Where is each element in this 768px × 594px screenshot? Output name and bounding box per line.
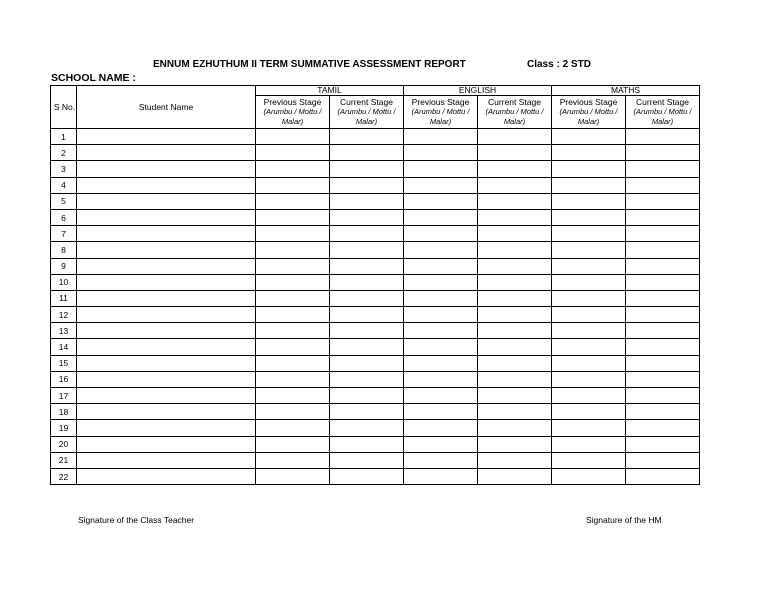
maths-current-stage-cell[interactable] <box>626 436 700 452</box>
maths-current-stage-cell[interactable] <box>626 161 700 177</box>
tamil-previous-stage-cell[interactable] <box>256 129 330 145</box>
tamil-previous-stage-cell[interactable] <box>256 193 330 209</box>
english-previous-stage-cell[interactable] <box>404 145 478 161</box>
stage-options: (Arumbu / Mottu / Malar) <box>559 107 618 126</box>
english-previous-stage-cell[interactable] <box>404 226 478 242</box>
sno-header: S No. <box>51 86 77 129</box>
serial-number-cell: 14 <box>51 339 77 355</box>
table-row <box>51 339 700 355</box>
tamil-current-stage-header <box>330 96 404 129</box>
serial-number-cell: 18 <box>51 404 77 420</box>
maths-previous-stage-cell[interactable] <box>552 274 626 290</box>
serial-number-cell: 20 <box>51 436 77 452</box>
english-current-stage-header <box>478 96 552 129</box>
maths-previous-stage-cell[interactable] <box>552 307 626 323</box>
table-row <box>51 388 700 404</box>
tamil-current-stage-cell[interactable] <box>330 307 404 323</box>
english-current-stage-cell[interactable] <box>478 193 552 209</box>
student-name-cell[interactable] <box>77 388 256 404</box>
english-current-stage-cell[interactable] <box>478 129 552 145</box>
tamil-current-stage-cell[interactable] <box>330 468 404 484</box>
english-previous-stage-cell[interactable] <box>404 371 478 387</box>
maths-previous-stage-cell[interactable] <box>552 420 626 436</box>
tamil-current-stage-cell[interactable] <box>330 436 404 452</box>
tamil-current-stage-cell[interactable] <box>330 274 404 290</box>
student-name-cell[interactable] <box>77 193 256 209</box>
table-row <box>51 436 700 452</box>
english-previous-stage-cell[interactable] <box>404 209 478 225</box>
subject-header-english: ENGLISH <box>404 86 552 96</box>
maths-previous-stage-cell[interactable] <box>552 452 626 468</box>
serial-number-cell: 19 <box>51 420 77 436</box>
tamil-previous-stage-cell[interactable] <box>256 258 330 274</box>
table-row <box>51 404 700 420</box>
english-previous-stage-cell[interactable] <box>404 388 478 404</box>
student-name-cell[interactable] <box>77 420 256 436</box>
maths-current-stage-cell[interactable] <box>626 420 700 436</box>
maths-current-stage-cell[interactable] <box>626 388 700 404</box>
english-current-stage-cell[interactable] <box>478 209 552 225</box>
english-previous-stage-cell[interactable] <box>404 323 478 339</box>
stage-options: (Arumbu / Mottu / Malar) <box>485 107 544 126</box>
maths-previous-stage-cell[interactable] <box>552 404 626 420</box>
student-name-cell[interactable] <box>77 339 256 355</box>
table-row <box>51 177 700 193</box>
stage-title: Current Stage <box>340 97 393 107</box>
subject-header-maths: MATHS <box>552 86 700 96</box>
tamil-current-stage-cell[interactable] <box>330 420 404 436</box>
tamil-previous-stage-cell[interactable] <box>256 177 330 193</box>
maths-current-stage-cell[interactable] <box>626 404 700 420</box>
maths-previous-stage-cell[interactable] <box>552 290 626 306</box>
tamil-current-stage-cell[interactable] <box>330 339 404 355</box>
stage-title: Previous Stage <box>263 97 322 107</box>
english-current-stage-cell[interactable] <box>478 226 552 242</box>
serial-number-cell: 16 <box>51 371 77 387</box>
tamil-current-stage-cell[interactable] <box>330 323 404 339</box>
maths-current-stage-cell[interactable] <box>626 323 700 339</box>
maths-current-stage-cell[interactable] <box>626 177 700 193</box>
tamil-current-stage-cell[interactable] <box>330 226 404 242</box>
student-name-cell[interactable] <box>77 290 256 306</box>
maths-previous-stage-cell[interactable] <box>552 323 626 339</box>
serial-number-cell: 11 <box>51 290 77 306</box>
english-current-stage-cell[interactable] <box>478 452 552 468</box>
english-previous-stage-cell[interactable] <box>404 468 478 484</box>
stage-title: Current Stage <box>636 97 689 107</box>
table-row <box>51 193 700 209</box>
table-row <box>51 242 700 258</box>
student-name-cell[interactable] <box>77 323 256 339</box>
tamil-previous-stage-cell[interactable] <box>256 339 330 355</box>
student-name-cell[interactable] <box>77 307 256 323</box>
maths-current-stage-cell[interactable] <box>626 355 700 371</box>
english-previous-stage-cell[interactable] <box>404 404 478 420</box>
student-name-cell[interactable] <box>77 436 256 452</box>
student-name-header: Student Name <box>77 86 256 129</box>
maths-current-stage-header <box>626 96 700 129</box>
tamil-previous-stage-header <box>256 96 330 129</box>
maths-current-stage-cell[interactable] <box>626 145 700 161</box>
english-current-stage-cell[interactable] <box>478 290 552 306</box>
tamil-previous-stage-cell[interactable] <box>256 209 330 225</box>
student-name-cell[interactable] <box>77 161 256 177</box>
maths-current-stage-cell[interactable] <box>626 274 700 290</box>
maths-current-stage-cell[interactable] <box>626 290 700 306</box>
tamil-previous-stage-cell[interactable] <box>256 420 330 436</box>
serial-number-cell: 7 <box>51 226 77 242</box>
table-row <box>51 468 700 484</box>
hm-signature-label: Signature of the HM <box>586 515 662 525</box>
tamil-previous-stage-cell[interactable] <box>256 161 330 177</box>
english-previous-stage-cell[interactable] <box>404 242 478 258</box>
english-current-stage-cell[interactable] <box>478 274 552 290</box>
table-row <box>51 307 700 323</box>
subject-header-tamil: TAMIL <box>256 86 404 96</box>
table-row <box>51 226 700 242</box>
school-name-label: SCHOOL NAME : <box>51 72 136 84</box>
maths-current-stage-cell[interactable] <box>626 371 700 387</box>
english-current-stage-cell[interactable] <box>478 420 552 436</box>
maths-current-stage-cell[interactable] <box>626 242 700 258</box>
student-name-cell[interactable] <box>77 258 256 274</box>
english-current-stage-cell[interactable] <box>478 468 552 484</box>
maths-previous-stage-cell[interactable] <box>552 145 626 161</box>
english-current-stage-cell[interactable] <box>478 307 552 323</box>
tamil-current-stage-cell[interactable] <box>330 355 404 371</box>
serial-number-cell: 3 <box>51 161 77 177</box>
maths-previous-stage-cell[interactable] <box>552 129 626 145</box>
table-row <box>51 161 700 177</box>
english-previous-stage-cell[interactable] <box>404 193 478 209</box>
english-previous-stage-header <box>404 96 478 129</box>
serial-number-cell: 4 <box>51 177 77 193</box>
serial-number-cell: 17 <box>51 388 77 404</box>
table-row <box>51 258 700 274</box>
maths-previous-stage-cell[interactable] <box>552 242 626 258</box>
tamil-previous-stage-cell[interactable] <box>256 404 330 420</box>
student-name-cell[interactable] <box>77 226 256 242</box>
maths-current-stage-cell[interactable] <box>626 193 700 209</box>
tamil-previous-stage-cell[interactable] <box>256 307 330 323</box>
student-name-cell[interactable] <box>77 468 256 484</box>
tamil-previous-stage-cell[interactable] <box>256 371 330 387</box>
maths-previous-stage-cell[interactable] <box>552 193 626 209</box>
serial-number-cell: 5 <box>51 193 77 209</box>
table-row <box>51 290 700 306</box>
tamil-previous-stage-cell[interactable] <box>256 274 330 290</box>
english-previous-stage-cell[interactable] <box>404 420 478 436</box>
tamil-previous-stage-cell[interactable] <box>256 242 330 258</box>
serial-number-cell: 2 <box>51 145 77 161</box>
stage-title: Previous Stage <box>411 97 470 107</box>
maths-previous-stage-cell[interactable] <box>552 436 626 452</box>
class-teacher-signature-label: Signature of the Class Teacher <box>78 515 195 525</box>
tamil-previous-stage-cell[interactable] <box>256 145 330 161</box>
tamil-previous-stage-cell[interactable] <box>256 468 330 484</box>
tamil-current-stage-cell[interactable] <box>330 371 404 387</box>
maths-previous-stage-cell[interactable] <box>552 209 626 225</box>
english-previous-stage-cell[interactable] <box>404 307 478 323</box>
class-label: Class : 2 STD <box>527 59 591 70</box>
maths-previous-stage-header <box>552 96 626 129</box>
report-title: ENNUM EZHUTHUM II TERM SUMMATIVE ASSESSMENT REPORT <box>153 59 466 70</box>
english-previous-stage-cell[interactable] <box>404 290 478 306</box>
english-current-stage-cell[interactable] <box>478 388 552 404</box>
maths-previous-stage-cell[interactable] <box>552 161 626 177</box>
student-name-cell[interactable] <box>77 355 256 371</box>
maths-previous-stage-cell[interactable] <box>552 355 626 371</box>
serial-number-cell: 22 <box>51 468 77 484</box>
student-name-cell[interactable] <box>77 129 256 145</box>
maths-previous-stage-cell[interactable] <box>552 468 626 484</box>
serial-number-cell: 10 <box>51 274 77 290</box>
english-previous-stage-cell[interactable] <box>404 161 478 177</box>
student-name-cell[interactable] <box>77 371 256 387</box>
tamil-current-stage-cell[interactable] <box>330 193 404 209</box>
maths-previous-stage-cell[interactable] <box>552 226 626 242</box>
maths-previous-stage-cell[interactable] <box>552 339 626 355</box>
table-row <box>51 129 700 145</box>
maths-current-stage-cell[interactable] <box>626 339 700 355</box>
english-current-stage-cell[interactable] <box>478 355 552 371</box>
serial-number-cell: 6 <box>51 209 77 225</box>
maths-current-stage-cell[interactable] <box>626 209 700 225</box>
student-name-cell[interactable] <box>77 452 256 468</box>
serial-number-cell: 21 <box>51 452 77 468</box>
table-row <box>51 145 700 161</box>
tamil-previous-stage-cell[interactable] <box>256 388 330 404</box>
tamil-previous-stage-cell[interactable] <box>256 323 330 339</box>
english-current-stage-cell[interactable] <box>478 404 552 420</box>
stage-options: (Arumbu / Mottu / Malar) <box>263 107 322 126</box>
maths-current-stage-cell[interactable] <box>626 307 700 323</box>
student-name-cell[interactable] <box>77 177 256 193</box>
tamil-current-stage-cell[interactable] <box>330 242 404 258</box>
maths-current-stage-cell[interactable] <box>626 226 700 242</box>
tamil-previous-stage-cell[interactable] <box>256 226 330 242</box>
english-previous-stage-cell[interactable] <box>404 177 478 193</box>
maths-current-stage-cell[interactable] <box>626 468 700 484</box>
tamil-current-stage-cell[interactable] <box>330 209 404 225</box>
serial-number-cell: 12 <box>51 307 77 323</box>
serial-number-cell: 1 <box>51 129 77 145</box>
english-previous-stage-cell[interactable] <box>404 258 478 274</box>
maths-previous-stage-cell[interactable] <box>552 177 626 193</box>
stage-options: (Arumbu / Mottu / Malar) <box>633 107 692 126</box>
maths-previous-stage-cell[interactable] <box>552 258 626 274</box>
english-previous-stage-cell[interactable] <box>404 274 478 290</box>
table-row <box>51 323 700 339</box>
english-current-stage-cell[interactable] <box>478 323 552 339</box>
english-current-stage-cell[interactable] <box>478 339 552 355</box>
english-previous-stage-cell[interactable] <box>404 129 478 145</box>
table-row <box>51 452 700 468</box>
student-name-cell[interactable] <box>77 404 256 420</box>
tamil-current-stage-cell[interactable] <box>330 145 404 161</box>
table-row <box>51 371 700 387</box>
english-current-stage-cell[interactable] <box>478 177 552 193</box>
english-previous-stage-cell[interactable] <box>404 339 478 355</box>
maths-current-stage-cell[interactable] <box>626 258 700 274</box>
english-current-stage-cell[interactable] <box>478 258 552 274</box>
english-current-stage-cell[interactable] <box>478 161 552 177</box>
tamil-previous-stage-cell[interactable] <box>256 290 330 306</box>
tamil-current-stage-cell[interactable] <box>330 161 404 177</box>
english-current-stage-cell[interactable] <box>478 145 552 161</box>
tamil-previous-stage-cell[interactable] <box>256 452 330 468</box>
tamil-current-stage-cell[interactable] <box>330 452 404 468</box>
tamil-current-stage-cell[interactable] <box>330 258 404 274</box>
tamil-current-stage-cell[interactable] <box>330 404 404 420</box>
tamil-current-stage-cell[interactable] <box>330 290 404 306</box>
serial-number-cell: 9 <box>51 258 77 274</box>
tamil-previous-stage-cell[interactable] <box>256 436 330 452</box>
maths-previous-stage-cell[interactable] <box>552 388 626 404</box>
stage-title: Previous Stage <box>559 97 618 107</box>
english-current-stage-cell[interactable] <box>478 436 552 452</box>
maths-current-stage-cell[interactable] <box>626 452 700 468</box>
serial-number-cell: 15 <box>51 355 77 371</box>
english-current-stage-cell[interactable] <box>478 371 552 387</box>
student-name-cell[interactable] <box>77 209 256 225</box>
english-previous-stage-cell[interactable] <box>404 355 478 371</box>
table-row <box>51 355 700 371</box>
english-previous-stage-cell[interactable] <box>404 436 478 452</box>
table-row <box>51 420 700 436</box>
english-previous-stage-cell[interactable] <box>404 452 478 468</box>
stage-options: (Arumbu / Mottu / Malar) <box>411 107 470 126</box>
student-name-cell[interactable] <box>77 274 256 290</box>
tamil-current-stage-cell[interactable] <box>330 177 404 193</box>
maths-current-stage-cell[interactable] <box>626 129 700 145</box>
tamil-current-stage-cell[interactable] <box>330 388 404 404</box>
serial-number-cell: 13 <box>51 323 77 339</box>
table-row <box>51 274 700 290</box>
tamil-previous-stage-cell[interactable] <box>256 355 330 371</box>
student-name-cell[interactable] <box>77 145 256 161</box>
serial-number-cell: 8 <box>51 242 77 258</box>
assessment-table <box>50 85 700 485</box>
stage-options: (Arumbu / Mottu / Malar) <box>337 107 396 126</box>
tamil-current-stage-cell[interactable] <box>330 129 404 145</box>
english-current-stage-cell[interactable] <box>478 242 552 258</box>
stage-title: Current Stage <box>488 97 541 107</box>
table-row <box>51 209 700 225</box>
student-name-cell[interactable] <box>77 242 256 258</box>
maths-previous-stage-cell[interactable] <box>552 371 626 387</box>
